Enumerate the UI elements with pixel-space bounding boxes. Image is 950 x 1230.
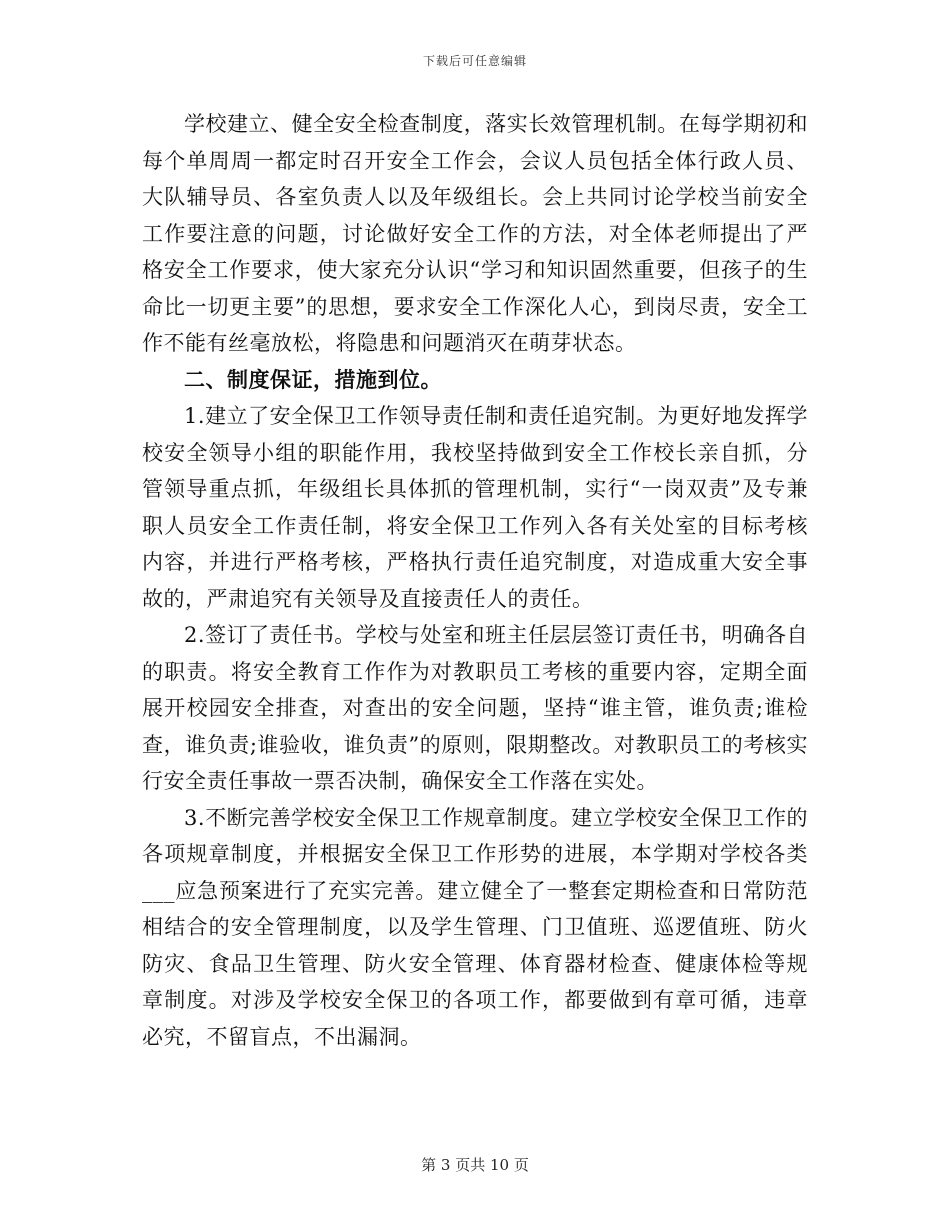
paragraph-responsibility-system: 1.建立了安全保卫工作领导责任制和责任追究制。为更好地发挥学校安全领导小组的职能作用，我校坚持做到安全工作校长亲自抓，分管领导重点抓，年级组长具体抓的管理机制，实行“一岗双责”及专兼职人员安全工作责任制，将安全保卫工作列入各有关处室的目标考核内容，并进行严格考核，严格执行责任追究制度，对造成重大安全事故的，严肃追究有关领导及直接责任人的责任。 [142,404,808,611]
paragraph-regulations: 3.不断完善学校安全保卫工作规章制度。建立学校安全保卫工作的各项规章制度，并根据安全保卫工作形势的进展，本学期对学校各类___应急预案进行了充实完善。建立健全了一整套定期检查和日常防范相结合的安全管理制度，以及学生管理、门卫值班、巡逻值班、防火防灾、食品卫生管理、防火安全管理、体育器材检查、健康体检等规章制度。对涉及学校安全保卫的各项工作，都要做到有章可循，违章必究，不留盲点，不出漏洞。 [142,805,808,1049]
paragraph-safety-inspection: 学校建立、健全安全检查制度，落实长效管理机制。在每学期初和每个单周周一都定时召开安全工作会，会议人员包括全体行政人员、大队辅导员、各室负责人以及年级组长。会上共同讨论学校当前安全工作要注意的问题，讨论做好安全工作的方法，对全体老师提出了严格安全工作要求，使大家充分认识“学习和知识固然重要，但孩子的生命比一切更主要”的思想，要求安全工作深化人心，到岗尽责，安全工作不能有丝毫放松，将隐患和问题消灭在萌芽状态。 [142,112,808,355]
paragraph-responsibility-letter: 2.签订了责任书。学校与处室和班主任层层签订责任书，明确各自的职责。将安全教育工作作为对教职员工考核的重要内容，定期全面展开校园安全排查，对查出的安全问题，坚持“谁主管，谁负责;谁检查，谁负责;谁验收，谁负责”的原则，限期整改。对教职员工的考核实行安全责任事故一票否决制，确保安全工作落在实处。 [142,623,808,793]
section-heading: 二、制度保证，措施到位。 [184,366,442,392]
document-body [142,106,808,1055]
page-number: 第 3 页共 10 页 [421,1156,529,1174]
page-header: 下载后可任意编辑 [422,54,527,68]
